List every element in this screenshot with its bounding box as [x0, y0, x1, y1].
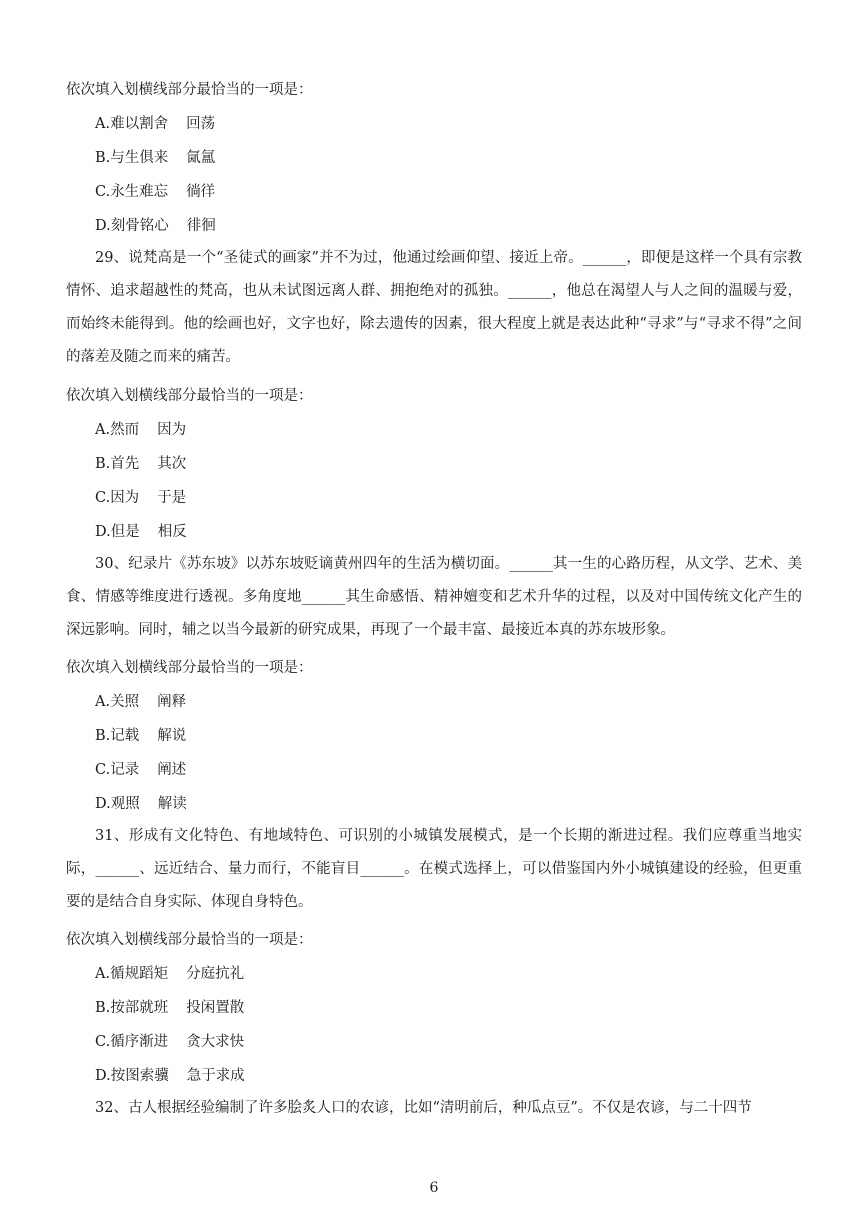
page-number: 6 — [429, 1180, 439, 1196]
q31-passage: 31、形成有文化特色、有地域特色、可识别的小城镇发展模式，是一个长期的渐进过程。我们应尊重当地实际，______、远近结合、量力而行，不能盲目______。在模式选择上，可以借鉴国内外小城镇建设的经验，但更重要的是结合自身实际、体现自身特色。 — [66, 828, 802, 910]
q31-option-a: A.循规蹈矩 分庭抗礼 — [95, 966, 245, 982]
q30-passage: 30、纪录片《苏东坡》以苏东坡贬谪黄州四年的生活为横切面。______其一生的心路历程，从文学、艺术、美食、情感等维度进行透视。多角度地______其生命感悟、精神嬗变和艺术升华的过程，以及对中国传统文化产生的深远影响。同时，辅之以当今最新的研究成果，再现了一个最丰富、最接近本真的苏东坡形象。 — [66, 556, 802, 638]
q29-stem: 依次填入划横线部分最恰当的一项是： — [66, 388, 313, 404]
q31-stem: 依次填入划横线部分最恰当的一项是： — [66, 932, 313, 948]
q31-option-c: C.循序渐进 贪大求快 — [95, 1034, 245, 1050]
q28-stem: 依次填入划横线部分最恰当的一项是： — [66, 82, 313, 98]
q29-passage: 29、说梵高是一个“圣徒式的画家”并不为过，他通过绘画仰望、接近上帝。______，即便是这样一个具有宗教情怀、追求超越性的梵高，也从未试图远离人群、拥抱绝对的孤独。______，他总在渴望人与人之间的温暖与爱，而始终未能得到。他的绘画也好，文字也好，除去遗传的因素，很大程度上就是表达此种“寻求”与“寻求不得”之间的落差及随之而来的痛苦。 — [66, 250, 802, 365]
q28-option-b: B.与生俱来 氤氲 — [95, 150, 216, 166]
q29-option-c: C.因为 于是 — [95, 490, 187, 506]
q31-option-d: D.按图索骥 急于求成 — [95, 1068, 245, 1084]
q29-option-a: A.然而 因为 — [95, 422, 187, 438]
q30-option-c: C.记录 阐述 — [95, 762, 187, 778]
q30-option-a: A.关照 阐释 — [95, 694, 187, 710]
q28-option-c: C.永生难忘 徜徉 — [95, 184, 216, 200]
q29-option-d: D.但是 相反 — [95, 524, 187, 540]
q28-option-d: D.刻骨铭心 徘徊 — [95, 218, 216, 234]
q29-option-b: B.首先 其次 — [95, 456, 187, 472]
q31-option-b: B.按部就班 投闲置散 — [95, 1000, 245, 1016]
q30-option-b: B.记载 解说 — [95, 728, 187, 744]
q32-passage: 32、古人根据经验编制了许多脍炙人口的农谚，比如“清明前后，种瓜点豆”。不仅是农谚，与二十四节 — [95, 1100, 752, 1116]
q30-stem: 依次填入划横线部分最恰当的一项是： — [66, 660, 313, 676]
q30-option-d: D.观照 解读 — [95, 796, 187, 812]
q28-option-a: A.难以割舍 回荡 — [95, 116, 216, 132]
